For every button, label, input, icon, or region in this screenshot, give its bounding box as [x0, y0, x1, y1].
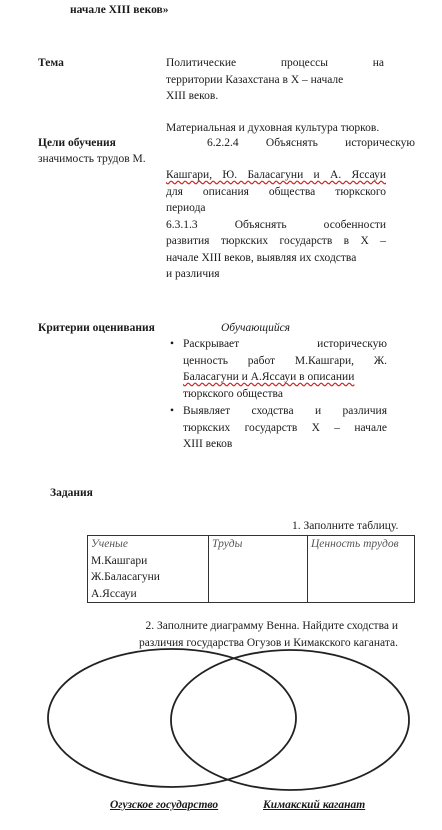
venn-left-circle[interactable] [48, 649, 296, 787]
criteria-line: Баласагуни и А.Яссауи в описании [183, 371, 355, 383]
criteria-label: Критерии оценивания [38, 322, 155, 334]
criteria-learner: Обучающийся [221, 322, 291, 334]
venn-right-circle[interactable] [171, 650, 409, 790]
bullet-icon: • [170, 405, 175, 417]
scholar-name: Ж.Баласагуни [91, 571, 160, 583]
task2-line: 2. Заполните диаграмму Венна. Найдите сходства и [145, 620, 398, 632]
topic-line: Политические процессы на [166, 57, 384, 69]
criteria-line: Выявляет сходства и различия [183, 405, 387, 417]
goal2-line: и различия [166, 268, 220, 280]
goal1-first-line: 6.2.2.4 Объяснять историческую [207, 137, 415, 149]
goal1-line: периода [166, 202, 206, 214]
topic-label: Тема [38, 57, 64, 69]
goal2-line: 6.3.1.3 Объяснять особенности [166, 218, 386, 231]
bullet-icon: • [170, 338, 175, 350]
tasks-label: Задания [50, 487, 93, 499]
topic-line: XIII веков. [166, 90, 219, 102]
scholar-name: А.Яссауи [91, 587, 137, 600]
table-header-works: Труды [212, 538, 243, 550]
criteria-line: ценность работ М.Кашгари, Ж. [183, 354, 387, 367]
goal1-line: Кашгари, Ю. Баласагуни и А. Яссауи [166, 169, 386, 181]
topic-line: территории Казахстана в X – начале [166, 73, 344, 86]
criteria-line: Раскрывает историческую [183, 338, 387, 350]
task2-line: различия государства Огузов и Кимакского каганата. [138, 636, 398, 649]
goal2-line: развития тюркских государств в X – [166, 235, 386, 247]
table-header-scholars: Ученые [91, 538, 128, 550]
goal2-line: начале XIII веков, выявляя их сходства [166, 251, 357, 264]
criteria-line: тюркских государств X – начале [183, 421, 387, 434]
table-header-value: Ценность трудов [311, 538, 399, 550]
criteria-line: тюркского общества [183, 387, 283, 400]
scholar-name: М.Кашгари [91, 554, 148, 567]
venn-left-label: Огузское государство [110, 799, 219, 811]
goal1-continuation: значимость трудов М. [38, 153, 146, 165]
venn-right-label: Кимакский каганат [263, 799, 366, 811]
goals-intro: Материальная и духовная культура тюрков. [166, 122, 380, 134]
task1-instruction: 1. Заполните таблицу. [292, 520, 399, 532]
header-title-fragment: начале XIII веков» [70, 4, 169, 16]
goal1-line: для описания общества тюркского [166, 185, 386, 198]
criteria-line: XIII веков [183, 438, 233, 450]
goals-label: Цели обучения [38, 137, 116, 149]
